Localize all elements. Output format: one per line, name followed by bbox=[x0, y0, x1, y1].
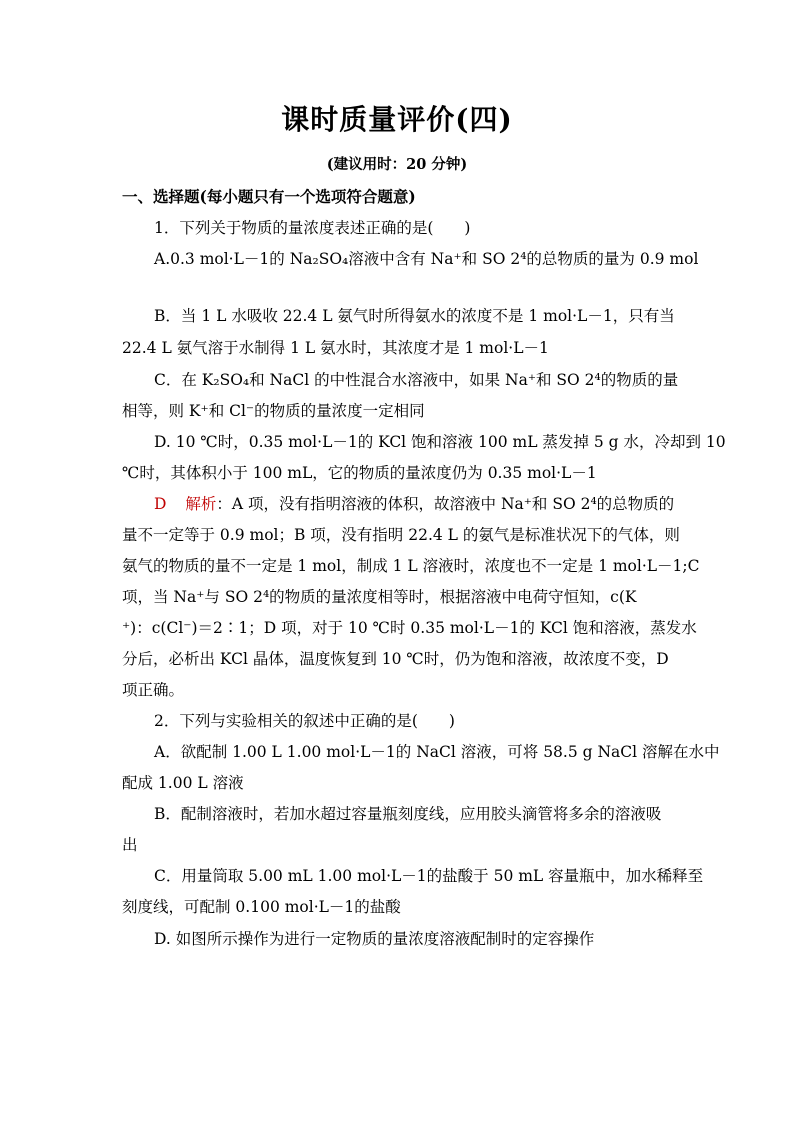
q1-analysis-line6: 分后，必析出 KCl 晶体，温度恢复到 10 ℃时，仍为饱和溶液，故浓度不变，D bbox=[122, 650, 669, 668]
q1-analysis-line3: 氨气的物质的量不一定是 1 mol，制成 1 L 溶液时，浓度也不一定是 1 mol·L－1;C bbox=[122, 557, 700, 575]
q2-option-d: D. 如图所示操作为进行一定物质的量浓度溶液配制时的定容操作 bbox=[154, 930, 595, 948]
q2-stem: 2．下列与实验相关的叙述中正确的是( ) bbox=[154, 712, 455, 730]
analysis-label: 解析 bbox=[185, 495, 217, 513]
q1-analysis-line7: 项正确。 bbox=[122, 681, 185, 699]
q1-option-b-line1: B．当 1 L 水吸收 22.4 L 氨气时所得氨水的浓度不是 1 mol·L－1，只有当 bbox=[154, 307, 675, 325]
page-title: 课时质量评价(四) bbox=[281, 103, 513, 136]
q1-option-b-line2: 22.4 L 氨气溶于水制得 1 L 氨水时，其浓度才是 1 mol·L－1 bbox=[122, 339, 549, 357]
q1-analysis-text1: ：A 项，没有指明溶液的体积，故溶液中 Na⁺和 SO 2⁴的总物质的 bbox=[216, 495, 675, 513]
q1-analysis-line1 bbox=[154, 494, 674, 514]
q1-stem: 1．下列关于物质的量浓度表述正确的是( ) bbox=[154, 219, 471, 237]
q2-option-c-line1: C．用量筒取 5.00 mL 1.00 mol·L－1的盐酸于 50 mL 容量瓶中，加水稀释至 bbox=[154, 867, 704, 885]
q1-analysis-line2: 量不一定等于 0.9 mol；B 项，没有指明 22.4 L 的氨气是标准状况下的气体，则 bbox=[122, 526, 680, 544]
q1-option-c-line2: 相等，则 K⁺和 Cl⁻的物质的量浓度一定相同 bbox=[122, 402, 425, 420]
q1-analysis-line5: ⁺)：c(Cl⁻)＝2∶1；D 项，对于 10 ℃时 0.35 mol·L－1的 KCl 饱和溶液，蒸发水 bbox=[122, 619, 697, 637]
q2-option-a-line2: 配成 1.00 L 溶液 bbox=[122, 774, 244, 792]
section-heading: 一、选择题(每小题只有一个选项符合题意) bbox=[122, 187, 416, 206]
q1-option-c-line1: C．在 K₂SO₄和 NaCl 的中性混合水溶液中，如果 Na⁺和 SO 2⁴的物质的量 bbox=[154, 371, 679, 389]
q2-option-c-line2: 刻度线，可配制 0.100 mol·L－1的盐酸 bbox=[122, 898, 401, 916]
q1-option-d-line1: D. 10 ℃时，0.35 mol·L－1的 KCl 饱和溶液 100 mL 蒸发掉 5 g 水，冷却到 10 bbox=[154, 433, 726, 451]
q1-option-d-line2: ℃时，其体积小于 100 mL，它的物质的量浓度仍为 0.35 mol·L－1 bbox=[122, 464, 597, 482]
time-suggestion: (建议用时：20 分钟) bbox=[326, 156, 468, 173]
q1-option-a: A.0.3 mol·L－1的 Na₂SO₄溶液中含有 Na⁺和 SO 2⁴的总物质的量为 0.9 mol bbox=[154, 250, 699, 268]
q1-analysis-line4: 项，当 Na⁺与 SO 2⁴的物质的量浓度相等时，根据溶液中电荷守恒知，c(K bbox=[122, 588, 637, 606]
q2-option-b-line2: 出 bbox=[122, 836, 138, 854]
q2-option-a-line1: A．欲配制 1.00 L 1.00 mol·L－1的 NaCl 溶液，可将 58.5 g NaCl 溶解在水中 bbox=[154, 743, 720, 761]
q1-answer: D bbox=[154, 495, 167, 513]
q2-option-b-line1: B．配制溶液时，若加水超过容量瓶刻度线，应用胶头滴管将多余的溶液吸 bbox=[154, 805, 662, 823]
